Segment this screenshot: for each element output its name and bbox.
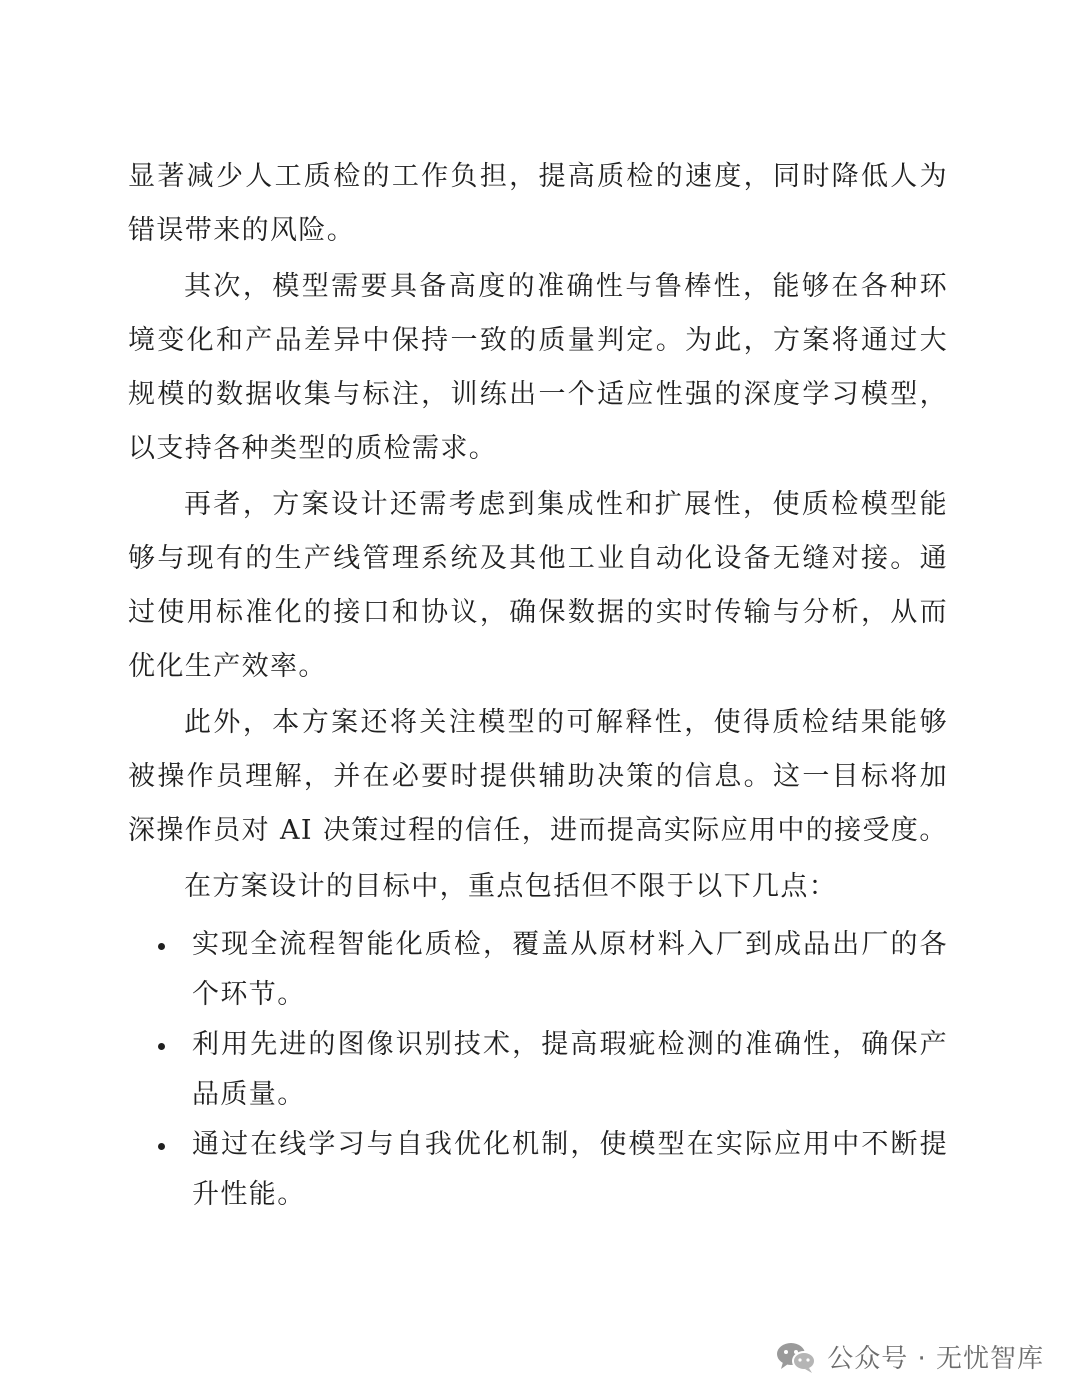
wechat-icon [775,1340,817,1374]
list-item-text: 利用先进的图像识别技术，提高瑕疵检测的准确性，确保产品质量。 [192,1029,948,1110]
paragraph-2: 其次，模型需要具备高度的准确性与鲁棒性，能够在各种环境变化和产品差异中保持一致的质量判定。为此，方案将通过大规模的数据收集与标注，训练出一个适应性强的深度学习模型，以支持各种类型的质检需求。 [128,271,948,464]
bullet-list [128,920,948,1220]
paragraph-1: 显著减少人工质检的工作负担，提高质检的速度，同时降低人为错误带来的风险。 [128,161,948,246]
paragraph-5: 在方案设计的目标中，重点包括但不限于以下几点： [184,871,838,902]
bullet-dot-icon [158,1143,165,1150]
paragraph-3: 再者，方案设计还需考虑到集成性和扩展性，使质检模型能够与现有的生产线管理系统及其他工业自动化设备无缝对接。通过使用标准化的接口和协议，确保数据的实时传输与分析，从而优化生产效率。 [128,489,948,682]
list-item [128,1120,948,1220]
list-item [128,920,948,1020]
watermark [775,1338,1044,1375]
list-item-text: 通过在线学习与自我优化机制，使模型在实际应用中不断提升性能。 [192,1129,948,1210]
bullet-dot-icon [158,1043,165,1050]
bullet-dot-icon [158,943,165,950]
paragraph-4: 此外，本方案还将关注模型的可解释性，使得质检结果能够被操作员理解，并在必要时提供辅助决策的信息。这一目标将加深操作员对 AI 决策过程的信任，进而提高实际应用中的接受度。 [128,707,948,846]
document-body [128,150,948,1220]
watermark-text: 公众号 · 无忧智库 [827,1344,1044,1374]
list-item-text: 实现全流程智能化质检，覆盖从原材料入厂到成品出厂的各个环节。 [192,929,948,1010]
list-item [128,1020,948,1120]
